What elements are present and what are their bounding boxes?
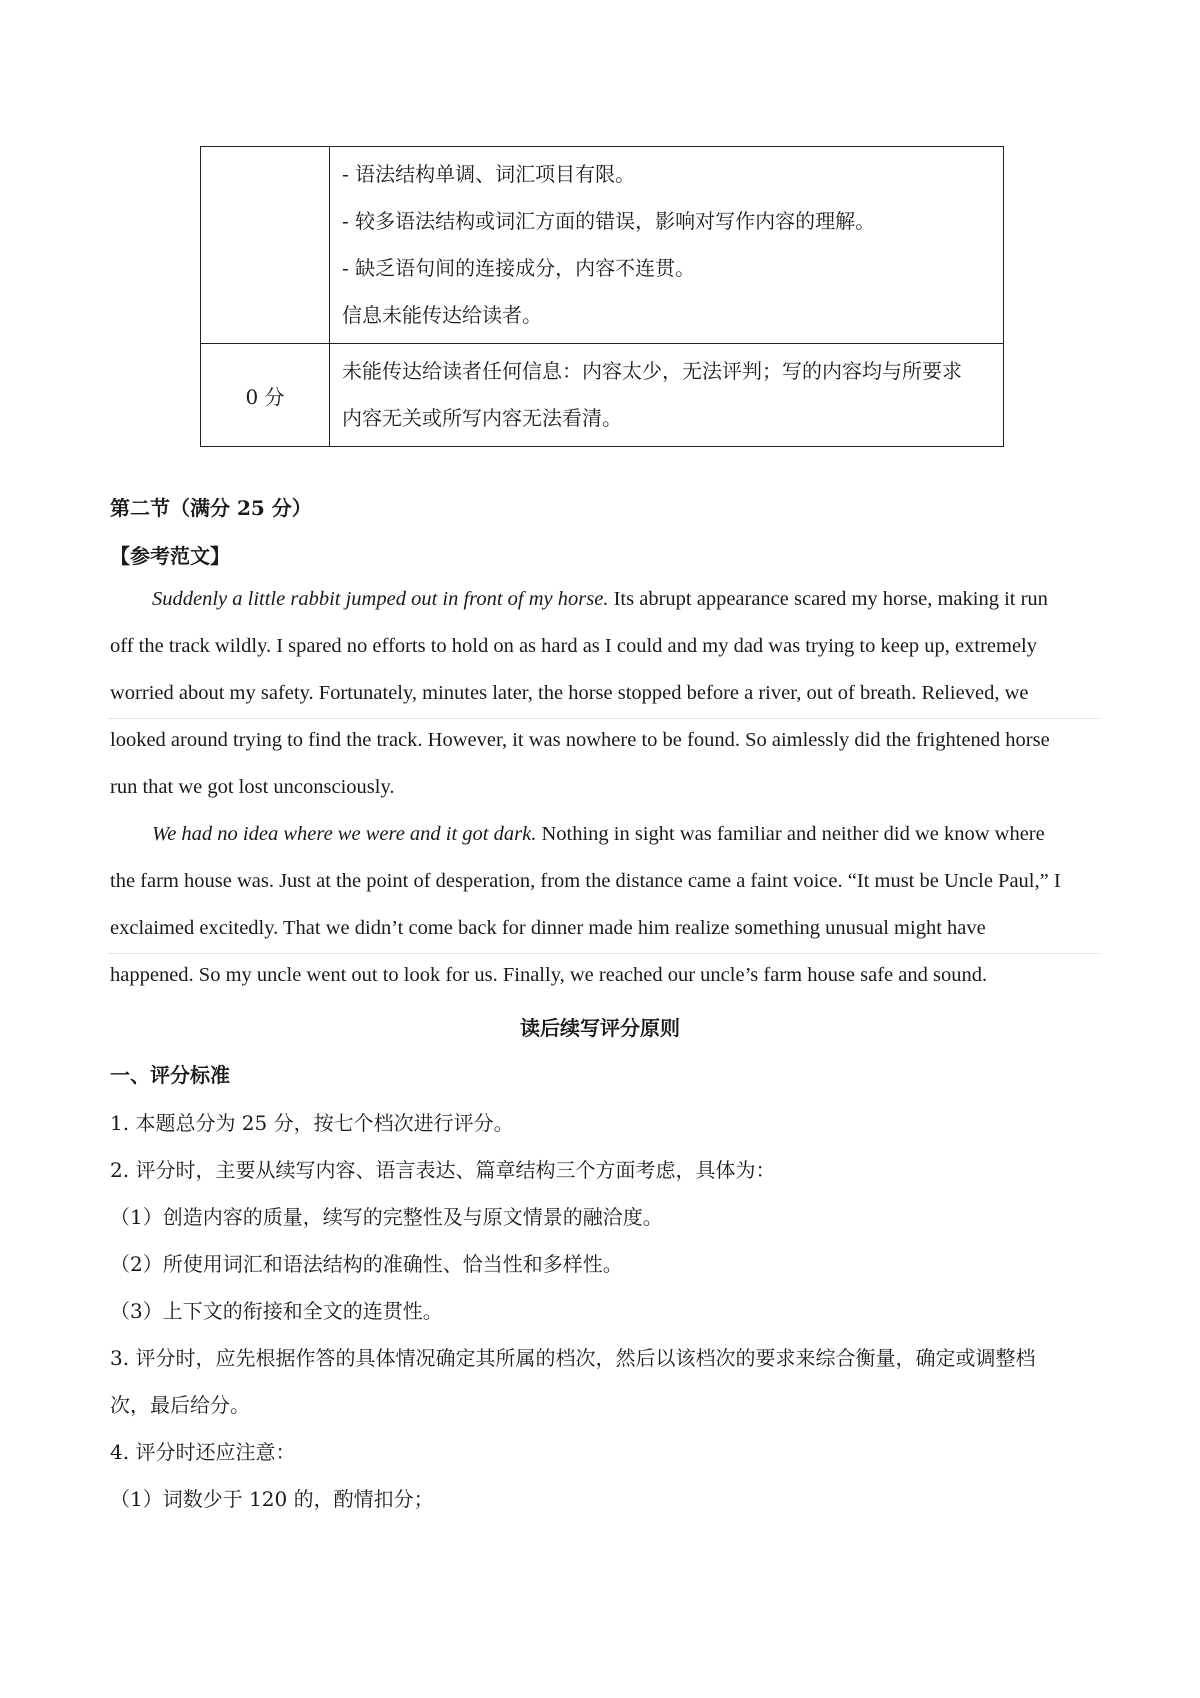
table-row bbox=[201, 147, 1004, 344]
rubric-line: - 较多语法结构或词汇方面的错误，影响对写作内容的理解。 bbox=[342, 209, 876, 233]
rubric-line: - 缺乏语句间的连接成分，内容不连贯。 bbox=[342, 256, 696, 280]
essay-line: looked around trying to find the track. However, it was nowhere to be found. So aimlessly did the frightened horse bbox=[110, 729, 1050, 751]
table-row bbox=[201, 344, 1004, 447]
essay-line: off the track wildly. I spared no efforts to hold on as hard as I could and my dad was trying to keep up, extremely bbox=[110, 635, 1038, 657]
description-cell bbox=[330, 147, 1004, 344]
principle-item: （3）上下文的衔接和全文的连贯性。 bbox=[110, 1299, 443, 1323]
essay-line: exclaimed excitedly. That we didn’t come back for dinner made him realize something unusual might have bbox=[110, 917, 986, 939]
essay-line: worried about my safety. Fortunately, minutes later, the horse stopped before a river, out of breath. Relieved, we bbox=[110, 682, 1029, 704]
given-sentence: We had no idea where we were and it got dark. bbox=[152, 823, 537, 845]
rubric-line: 未能传达给读者任何信息：内容太少，无法评判；写的内容均与所要求 bbox=[342, 359, 962, 383]
essay-line: happened. So my uncle went out to look for us. Finally, we reached our uncle’s farm house safe and sound. bbox=[110, 964, 988, 986]
score-cell: 0 分 bbox=[201, 344, 330, 447]
given-sentence: Suddenly a little rabbit jumped out in front of my horse. bbox=[152, 588, 609, 610]
principle-item: 2. 评分时，主要从续写内容、语言表达、篇章结构三个方面考虑，具体为： bbox=[110, 1158, 776, 1182]
rubric-line: 内容无关或所写内容无法看清。 bbox=[342, 406, 622, 430]
principles-subheading: 一、评分标准 bbox=[110, 1063, 230, 1087]
principle-item: 3. 评分时，应先根据作答的具体情况确定其所属的档次，然后以该档次的要求来综合衡量，确定或调整档 bbox=[110, 1346, 1036, 1370]
rubric-line: - 语法结构单调、词汇项目有限。 bbox=[342, 162, 636, 186]
essay-line: Suddenly a little rabbit jumped out in front of my horse. Its abrupt appearance scared my horse, making it run bbox=[152, 588, 1048, 610]
essay-line: We had no idea where we were and it got dark. Nothing in sight was familiar and neither did we know where bbox=[152, 823, 1045, 845]
principle-item: （1）词数少于 120 的，酌情扣分； bbox=[110, 1487, 434, 1511]
principle-item: 次，最后给分。 bbox=[110, 1393, 250, 1417]
section-heading: 第二节（满分 25 分） bbox=[110, 496, 312, 520]
essay-line: run that we got lost unconsciously. bbox=[110, 776, 395, 798]
principles-title: 读后续写评分原则 bbox=[520, 1016, 680, 1040]
principle-item: （1）创造内容的质量，续写的完整性及与原文情景的融洽度。 bbox=[110, 1205, 663, 1229]
rubric-line: 信息未能传达给读者。 bbox=[342, 303, 542, 327]
principle-item: （2）所使用词汇和语法结构的准确性、恰当性和多样性。 bbox=[110, 1252, 623, 1276]
rubric-table bbox=[200, 146, 1004, 447]
essay-line: the farm house was. Just at the point of desperation, from the distance came a faint voice. “It must be Uncle Paul,” I bbox=[110, 870, 1061, 892]
principle-item: 1. 本题总分为 25 分，按七个档次进行评分。 bbox=[110, 1111, 514, 1135]
score-cell bbox=[201, 147, 330, 344]
dotted-rule bbox=[108, 718, 1100, 719]
description-cell bbox=[330, 344, 1004, 447]
dotted-rule bbox=[108, 953, 1100, 954]
principle-item: 4. 评分时还应注意： bbox=[110, 1440, 296, 1464]
sample-essay-heading: 【参考范文】 bbox=[110, 544, 230, 568]
